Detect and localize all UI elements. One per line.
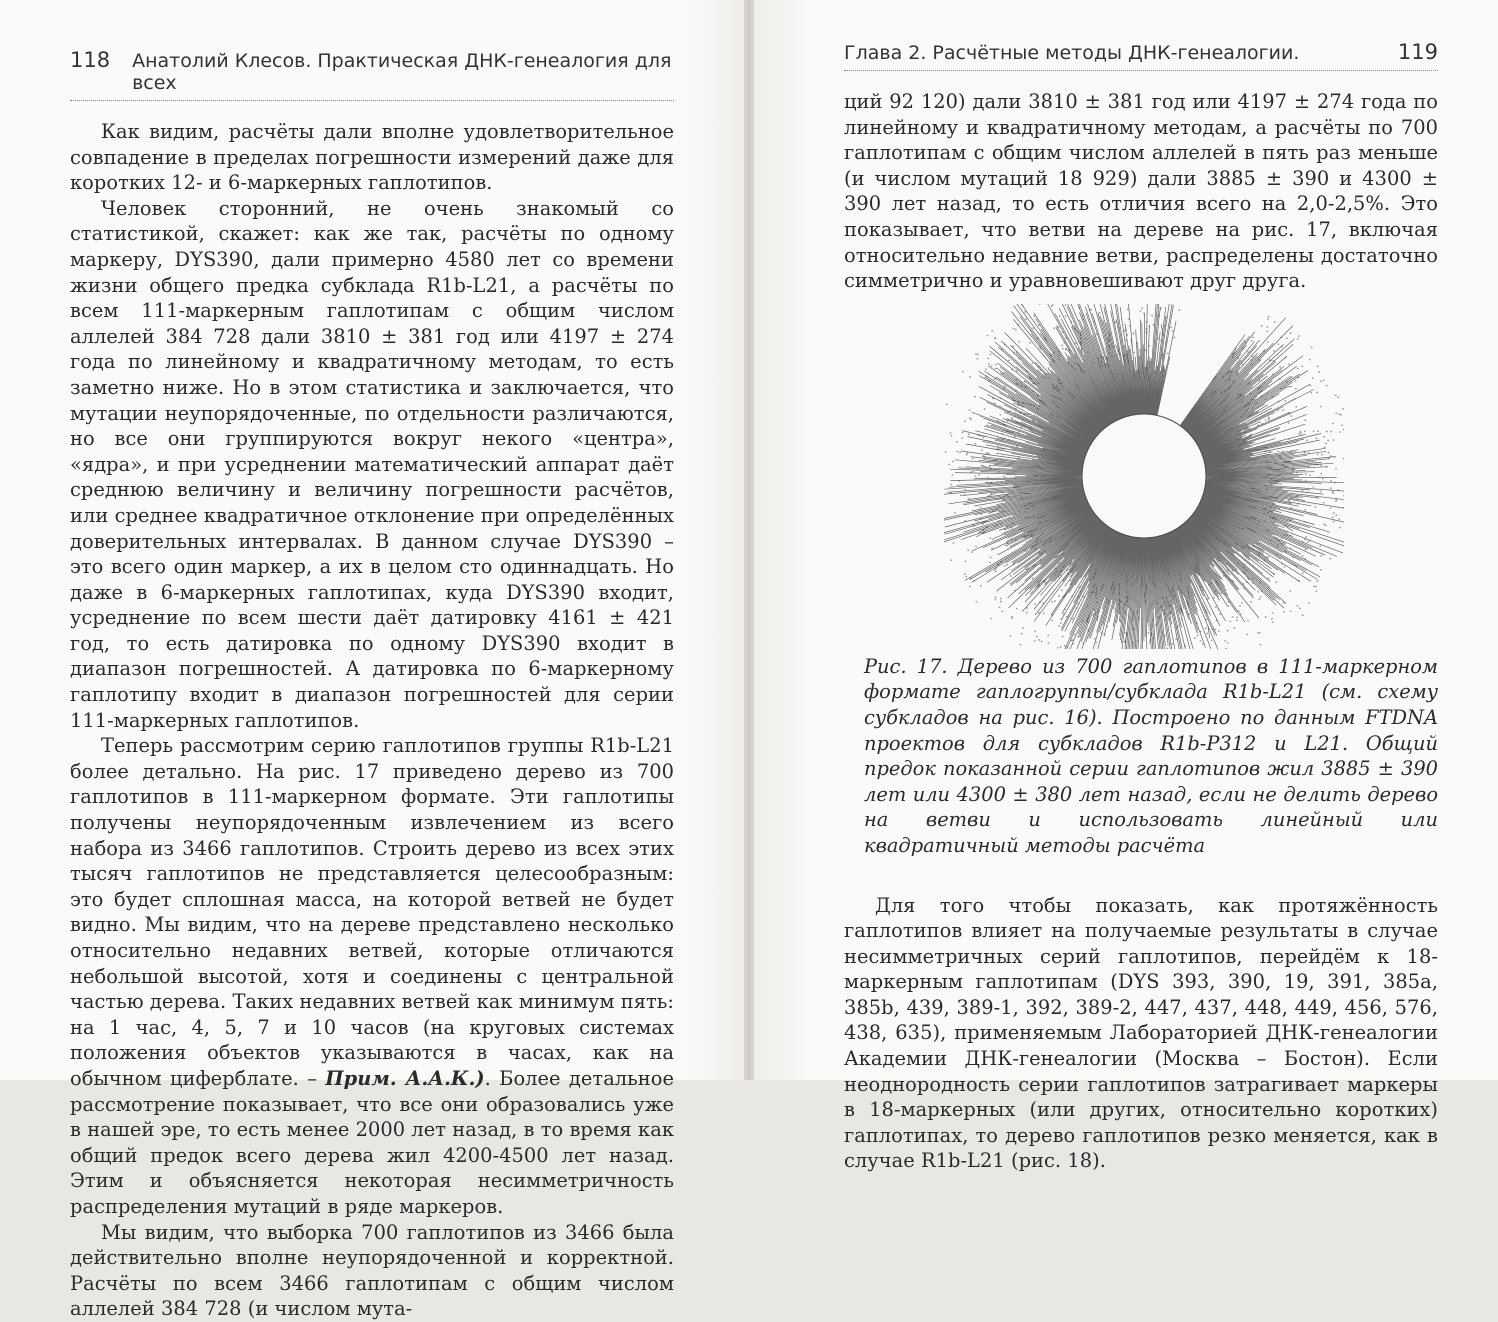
right-body-text-2 xyxy=(844,893,1438,1175)
left-body-text xyxy=(70,119,674,1322)
right-running-head xyxy=(844,40,1438,71)
paragraph-4: Мы видим, что выборка 700 гаплотипов из 3466 была действительно вполне неупорядоченной и корректной. Расчёты по всем 3466 гаплотипам с общим числом аллелей 384 728 (и числом мута- xyxy=(70,1220,674,1321)
tree-branches xyxy=(944,304,1344,649)
book-gutter xyxy=(744,0,754,1080)
right-body-text xyxy=(844,89,1438,294)
left-running-title: Анатолий Клесов. Практическая ДНК-генеалогия для всех xyxy=(132,50,672,94)
author-note: Прим. А.А.К.) xyxy=(325,1066,485,1090)
haplotype-tree-image xyxy=(944,304,1344,649)
right-page-number: 119 xyxy=(1397,40,1438,64)
right-page xyxy=(754,0,1498,1173)
paragraph-1: Как видим, расчёты дали вполне удовлетворительное совпадение в пределах погрешности измерений даже для коротких 12- и 6-маркерных гаплотипов. xyxy=(70,120,674,195)
figure-17-caption: Рис. 17. Дерево из 700 гаплотипов в 111-маркерном формате гаплогруппы/субклада R1b-L21 (см. схему субкладов на рис. 16). Построено по данным FTDNA проектов для субкладов R1b-P312 и L21. Общий предок показанной серии гаплотипов жил 3885 ± 390 лет или 4300 ± 380 лет назад, если не делить дерево на ветви и использовать линейный или квадратичный методы расчёта xyxy=(864,654,1438,857)
paragraph-3 xyxy=(70,733,674,1219)
left-page xyxy=(0,0,744,1321)
right-running-title: Глава 2. Расчётные методы ДНК-генеалогии. xyxy=(844,42,1300,64)
paragraph-3-text-a: Теперь рассмотрим серию гаплотипов группы R1b-L21 более детально. На рис. 17 приведено дерево из 700 гаплотипов в 111-маркерном формате. Эти гаплотипы получены неупорядоченным извлечением из всего набора из 3466 гаплотипов. Строить дерево из всех этих тысяч гаплотипов не представляется целесообразным: это будет сплошная масса, на которой ветвей не будет видно. Мы видим, что на дереве представлено несколько относительно недавних ветвей, которые отличаются небольшой высотой, хотя и соединены с центральной частью дерева. Таких недавних ветвей как минимум пять: на 1 час, 4, 5, 7 и 10 часов (на круговых системах положения объектов указываются в часах, как на обычном циферблате. – xyxy=(70,734,674,1090)
paragraph-3-text-b: . Более детальное рассмотрение показывает, что все они образовались уже в нашей эре, то есть менее 2000 лет назад, в то время как общий предок всего дерева жил 4200-4500 лет назад. Этим и объясняется некоторая несимметричность распределения мутаций в ряде маркеров. xyxy=(70,1066,675,1218)
final-paragraph: Для того чтобы показать, как протяжённость гаплотипов влияет на получаемые результаты в случае несимметричных серий гаплотипов, перейдём к 18-маркерным гаплотипам (DYS 393, 390, 19, 391, 385a, 385b, 439, 389-1, 392, 389-2, 447, 437, 448, 449, 456, 576, 438, 635), применяемым Лабораторией ДНК-генеалогии Академии ДНК-генеалогии (Москва – Бостон). Если неоднородность серии гаплотипов затрагивает маркеры в 18-маркерных (или других, относительно коротких) гаплотипах, то дерево гаплотипов резко меняется, как в случае R1b-L21 (рис. 18). xyxy=(844,893,1438,1173)
left-page-number: 118 xyxy=(70,48,111,72)
continued-paragraph: ций 92 120) дали 3810 ± 381 год или 4197 ± 274 года по линейному и квадратичному методам, а расчёты по 700 гаплотипам с общим числом аллелей в пять раз меньше (и числом мутаций 18 929) дали 3885 ± 390 и 4300 ± 390 лет назад, то есть отличия всего на 2,0-2,5%. Это показывает, что ветви на дереве на рис. 17, включая относительно недавние ветви, распределены достаточно симметрично и уравновешивают друг друга. xyxy=(844,90,1438,293)
left-running-head xyxy=(70,48,674,101)
paragraph-2: Человек сторонний, не очень знакомый со статистикой, скажет: как же так, расчёты по одному маркеру, DYS390, дали примерно 4580 лет со времени жизни общего предка субклада R1b-L21, а расчёты по всем 111-маркерным гаплотипам с общим числом аллелей 384 728 дали 3810 ± 381 год или 4197 ± 274 года по линейному и квадратичному методам, то есть заметно ниже. Но в этом статистика и заключается, что мутации неупорядоченные, по отдельности различаются, но все они группируются вокруг некого «центра», «ядра», и при усреднении математический аппарат даёт среднюю величину и величину погрешности расчётов, или среднее квадратичное отклонение при определённых доверительных интервалах. В данном случае DYS390 – это всего один маркер, а их в целом сто одиннадцать. Но даже в 6-маркерных гаплотипах, куда DYS390 входит, усреднение по всем шести даёт датировку 4161 ± 421 год, то есть датировка по одному DYS390 входит в диапазон погрешностей. А датировка по 6-маркерному гаплотипу входит в диапазон погрешностей для серии 111-маркерных гаплотипов. xyxy=(70,196,674,732)
figure-17 xyxy=(844,304,1438,654)
